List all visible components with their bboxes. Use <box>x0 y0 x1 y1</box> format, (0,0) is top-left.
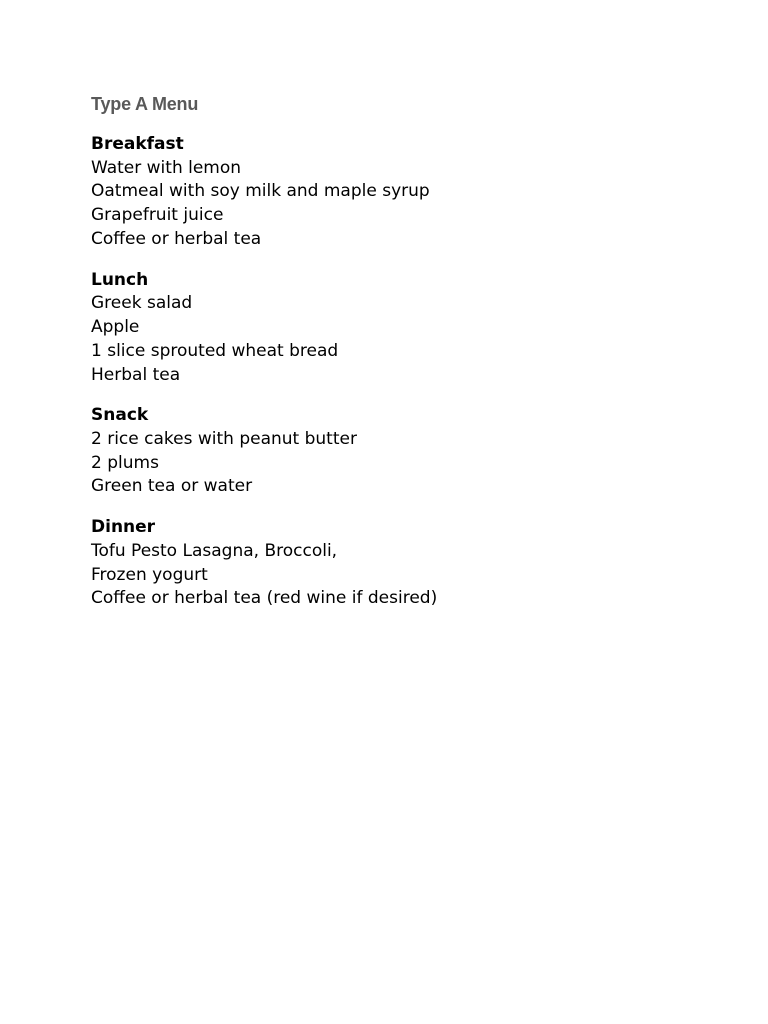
menu-item: Green tea or water <box>91 476 253 497</box>
section-heading: Snack <box>91 405 149 426</box>
menu-item: Oatmeal with soy milk and maple syrup <box>91 181 430 202</box>
section-item-list <box>91 428 731 499</box>
menu-item: Apple <box>91 316 140 337</box>
menu-section-breakfast <box>91 133 731 252</box>
menu-item: Coffee or herbal tea <box>91 228 262 249</box>
menu-section-lunch <box>91 269 731 388</box>
section-item-list <box>91 292 731 387</box>
section-heading: Dinner <box>91 517 156 538</box>
menu-section-snack <box>91 404 731 499</box>
menu-item: Water with lemon <box>91 157 242 178</box>
section-item-list <box>91 540 731 611</box>
menu-item: 1 slice sprouted wheat bread <box>91 340 339 361</box>
section-heading: Breakfast <box>91 134 184 154</box>
document-body <box>91 92 731 628</box>
menu-item: Tofu Pesto Lasagna, Broccoli, <box>91 540 338 561</box>
menu-item: 2 rice cakes with peanut butter <box>91 428 357 449</box>
menu-section-dinner <box>91 516 731 611</box>
section-heading: Lunch <box>91 269 149 290</box>
menu-item: 2 plums <box>91 452 159 473</box>
menu-item: Coffee or herbal tea (red wine if desired) <box>91 588 438 609</box>
menu-item: Grapefruit juice <box>91 205 224 226</box>
menu-item: Greek salad <box>91 293 193 314</box>
menu-item: Frozen yogurt <box>91 564 208 585</box>
menu-item: Herbal tea <box>91 364 181 385</box>
document-title: Type A Menu <box>91 94 199 114</box>
section-item-list <box>91 157 731 252</box>
